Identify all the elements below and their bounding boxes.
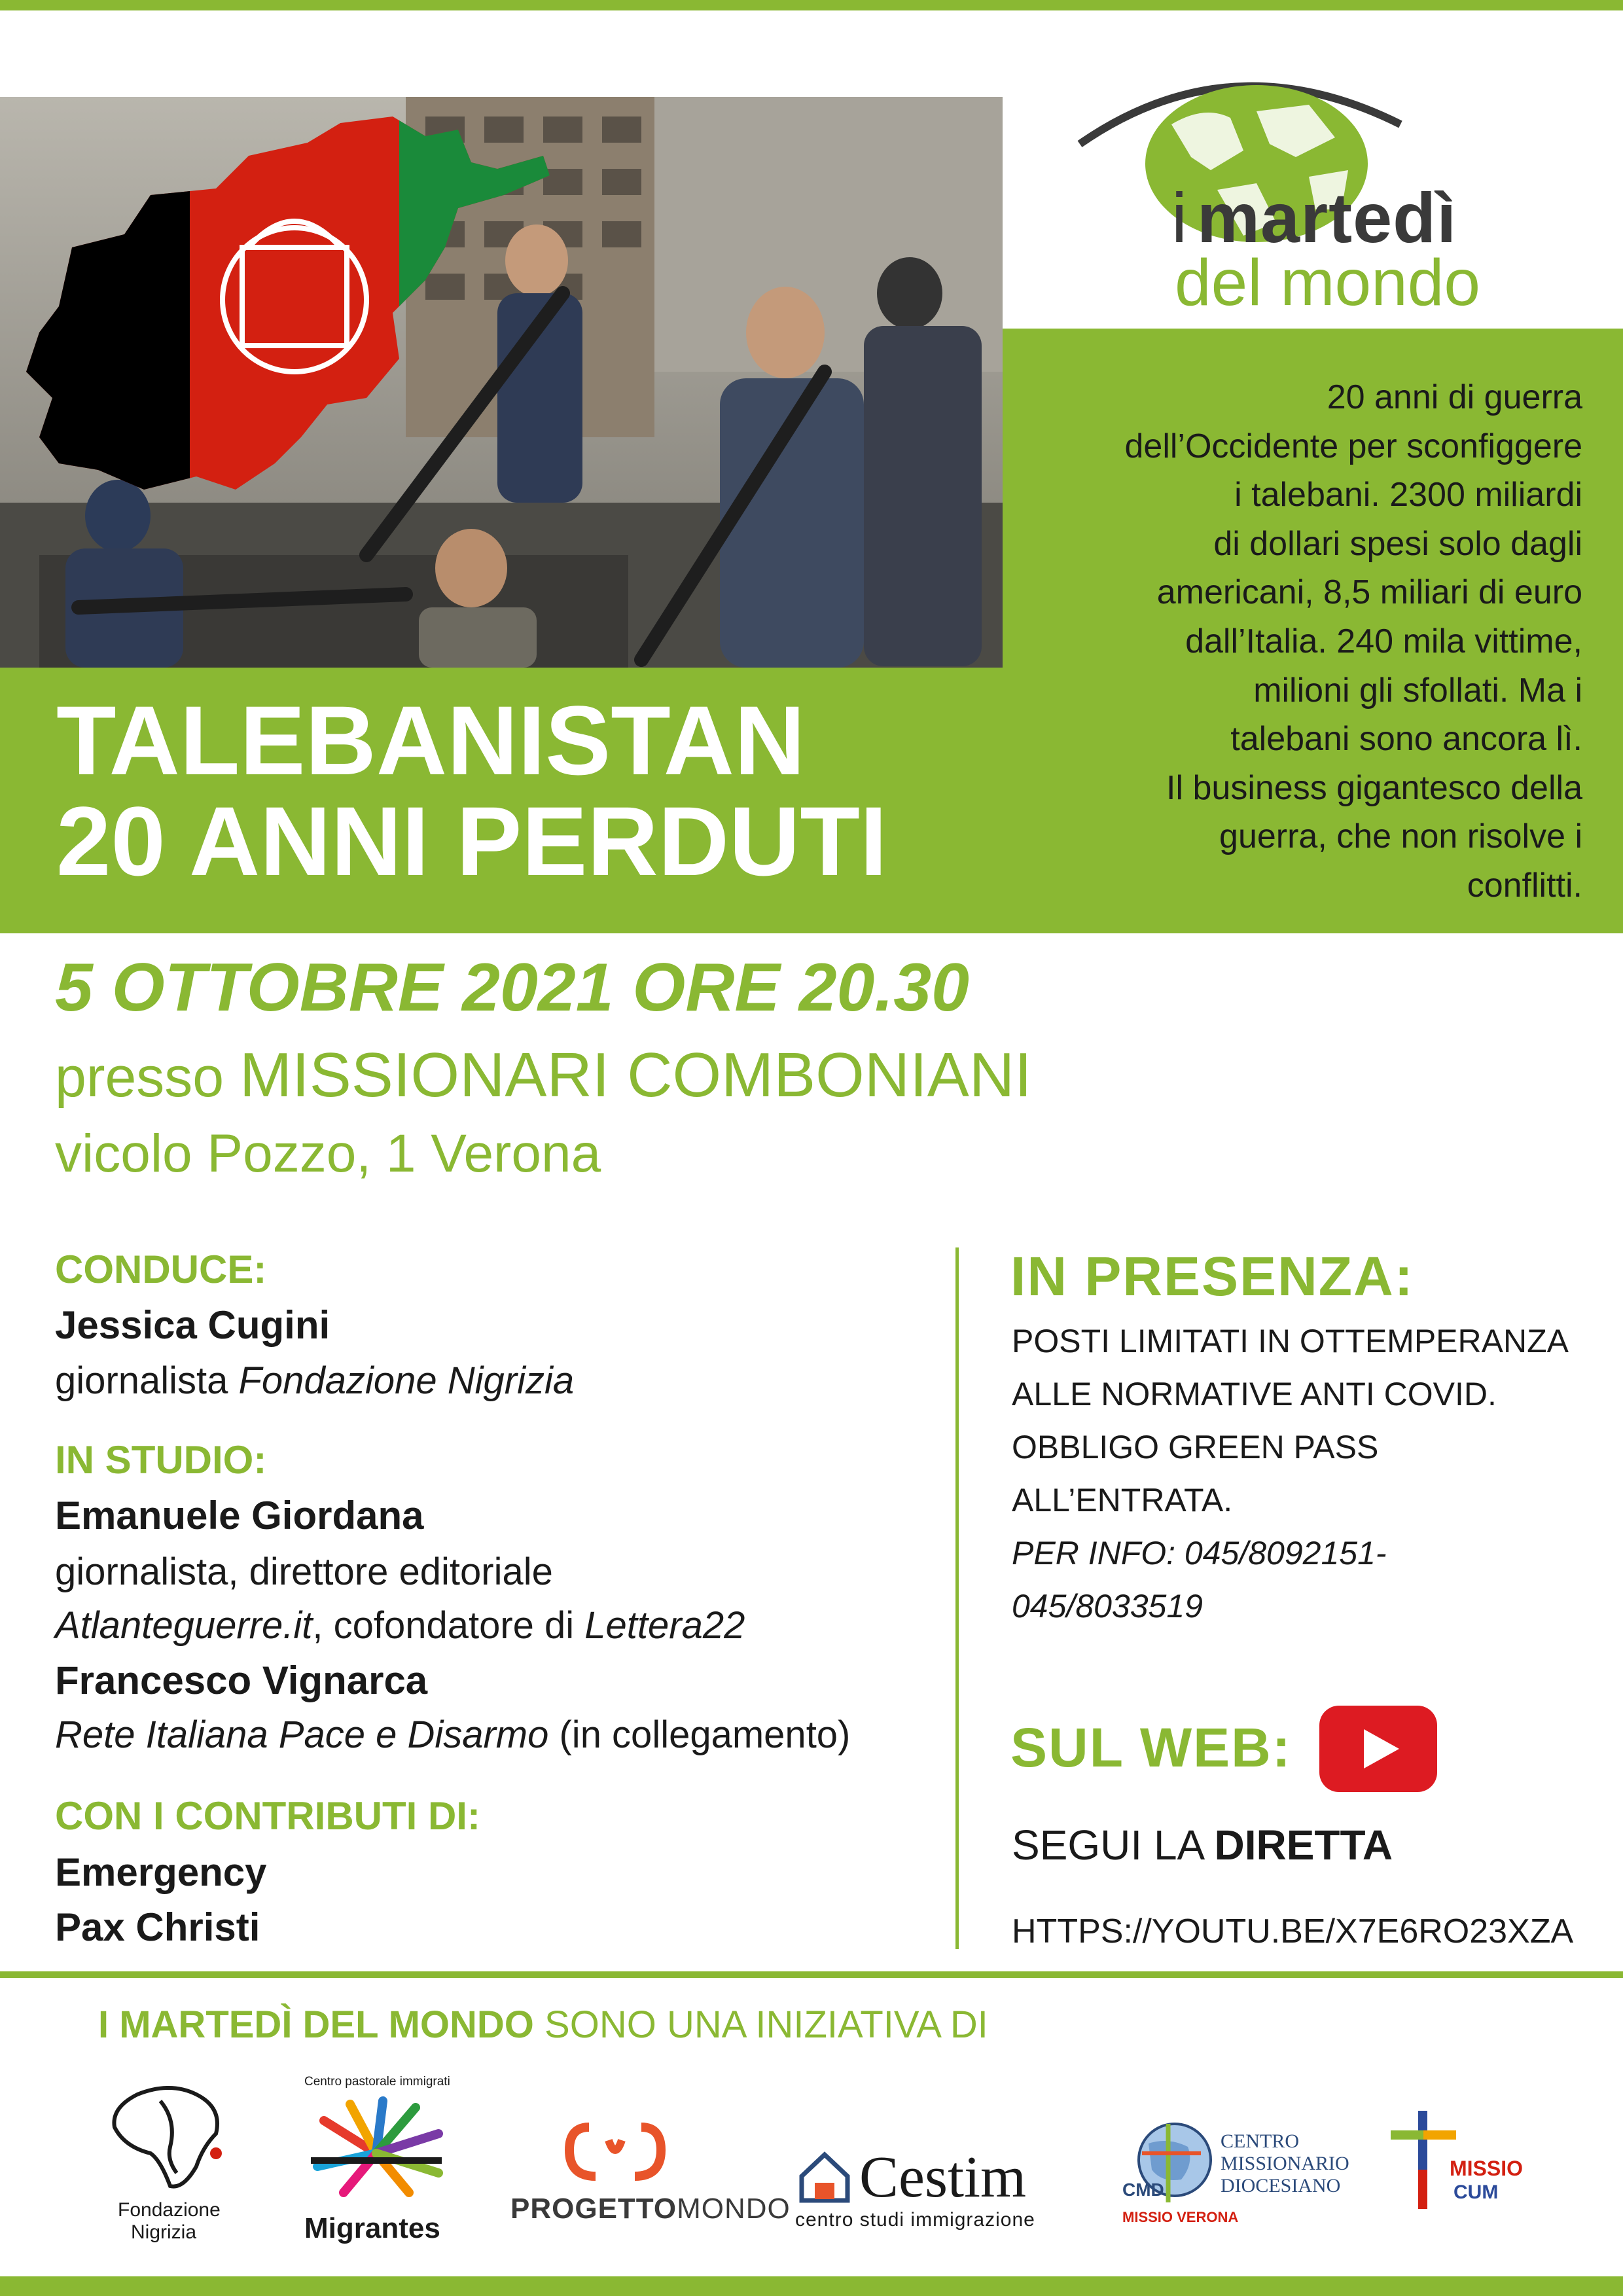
footer-heading [98,2003,988,2047]
conduce-name: Jessica Cugini [55,1303,330,1347]
logo-cestim [795,2144,1070,2235]
guest1-org: Lettera22 [584,1604,745,1647]
guest1-affiliation [55,1604,745,1647]
cestim-text: Cestim [859,2145,1027,2210]
hero-photo [0,97,1003,668]
presenza-line: OBBLIGO GREEN PASS [1012,1429,1379,1465]
cum-text: CUM [1454,2181,1499,2203]
guest1-site: Atlanteguerre.it [55,1604,313,1647]
guest1-role2: , cofondatore di [312,1604,585,1647]
info-phone-line1: PER INFO: 045/8092151- [1012,1535,1387,1571]
nigrizia-text-1: Fondazione [118,2199,221,2221]
migrantes-arc-text: Centro pastorale immigrati [304,2075,450,2089]
bottom-border-bar [0,2276,1623,2296]
description-line: guerra, che non risolve i [1219,817,1582,856]
cmd-name [1221,2130,1349,2197]
missio-text: MISSIO [1450,2157,1524,2180]
youtube-link[interactable]: HTTPS://YOUTU.BE/X7E6RO23XZA [1012,1912,1574,1950]
house-icon [795,2147,854,2206]
guest1-role: giornalista, direttore editoriale [55,1551,553,1593]
contributi-heading: CON I CONTRIBUTI DI: [55,1794,480,1838]
cmd-subtext: MISSIO VERONA [1122,2209,1239,2225]
in-studio-heading: IN STUDIO: [55,1438,267,1482]
description-line: dell’Occidente per sconfiggere [1124,427,1582,465]
cmd-text-1: CENTRO [1221,2130,1299,2152]
venue-prefix: presso [55,1046,224,1109]
column-divider [955,1247,959,1949]
cross-icon [1391,2104,1456,2215]
conduce-heading: CONDUCE: [55,1247,267,1291]
logo-word-i: i [1171,178,1188,257]
progettomondo-icon [510,2114,720,2186]
presenza-line: ALLE NORMATIVE ANTI COVID. [1012,1376,1497,1412]
description-line: i talebani. 2300 miliardi [1234,476,1582,514]
event-address: vicolo Pozzo, 1 Verona [55,1124,601,1183]
logo-missio-cum [1391,2104,1522,2235]
web-heading: SUL WEB: [1010,1717,1292,1778]
event-title-line1: TALEBANISTAN [56,685,806,795]
cmd-text-2: MISSIONARIO [1221,2153,1349,2174]
logo-migrantes [298,2075,455,2245]
nigrizia-text-2: Nigrizia [131,2221,197,2243]
progetto-text-b: MONDO [677,2193,791,2225]
hands-icon [298,2094,455,2206]
event-title-line2: 20 ANNI PERDUTI [56,786,887,896]
youtube-play-button[interactable] [1319,1706,1437,1792]
description-line: americani, 8,5 miliari di euro [1156,573,1582,612]
contributor-item: Emergency [55,1850,267,1894]
presenza-line: ALL’ENTRATA. [1012,1482,1233,1518]
in-presenza-heading: IN PRESENZA: [1010,1246,1414,1307]
presenza-line: POSTI LIMITATI IN OTTEMPERANZA [1012,1323,1569,1359]
logo-subtitle: del mondo [1175,246,1480,319]
footer-separator [0,1971,1623,1978]
description-line: dall’Italia. 240 mila vittime, [1185,622,1582,660]
role-prefix: giornalista [55,1359,228,1402]
cmd-badge: CMD [1122,2179,1164,2200]
guest2-name: Francesco Vignarca [55,1659,428,1702]
guest2-org: Rete Italiana Pace e Disarmo [55,1713,549,1756]
description-line: di dollari spesi solo dagli [1213,524,1582,563]
description-line: milioni gli sfollati. Ma i [1253,671,1582,709]
event-date: 5 OTTOBRE 2021 ORE 20.30 [55,950,969,1026]
follow-prefix: SEGUI LA [1012,1821,1215,1869]
follow-live [1012,1821,1393,1869]
guest1-name: Emanuele Giordana [55,1494,424,1537]
progettomondo-text [510,2193,791,2225]
description-text [1021,373,1582,910]
description-line: talebani sono ancora lì. [1230,720,1582,759]
info-phone-line2: 045/8033519 [1012,1588,1203,1624]
cestim-subtext: centro studi immigrazione [795,2209,1035,2231]
cmd-text-3: DIOCESIANO [1221,2175,1341,2197]
play-icon [1319,1706,1437,1792]
event-venue [55,1039,1032,1111]
venue-name: MISSIONARI COMBONIANI [240,1040,1032,1110]
logo-centro-missionario [1122,2117,1371,2235]
progetto-text-a: PROGETTO [510,2193,677,2225]
guest2-note: (in collegamento) [548,1713,851,1756]
logo-fondazione-nigrizia [98,2081,242,2245]
description-line: 20 anni di guerra [1327,378,1582,416]
role-org: Fondazione Nigrizia [238,1359,575,1402]
description-line: conflitti. [1467,866,1582,905]
contributor-item: Pax Christi [55,1905,260,1949]
migrantes-text: Migrantes [304,2212,440,2244]
conduce-role [55,1359,574,1403]
logo-progettomondo [510,2114,791,2232]
guest2-affiliation [55,1713,850,1757]
footer-heading-rest: SONO UNA INIZIATIVA DI [533,2003,988,2046]
top-border-bar [0,0,1623,10]
africa-icon [98,2081,242,2193]
footer-heading-strong: I MARTEDÌ DEL MONDO [98,2003,534,2046]
description-line: Il business gigantesco della [1166,768,1582,807]
follow-strong: DIRETTA [1214,1821,1393,1869]
logo-word-martedi: martedì [1197,178,1457,257]
